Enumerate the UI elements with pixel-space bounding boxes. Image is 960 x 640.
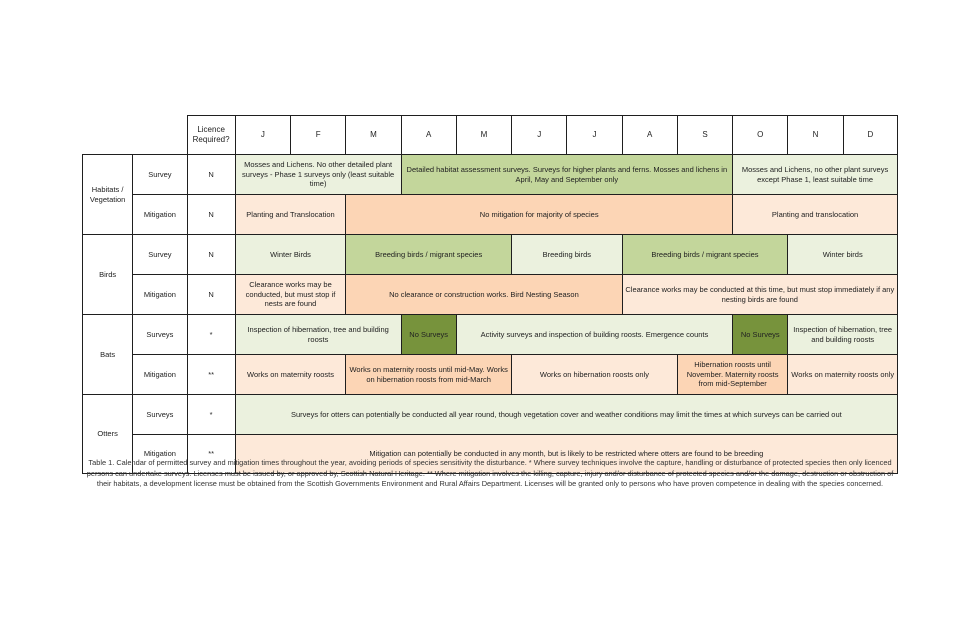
row-type: Mitigation (133, 195, 187, 235)
period-cell: Winter Birds (235, 235, 346, 275)
licence-value: N (187, 155, 235, 195)
header-row (83, 116, 898, 155)
period-cell: Breeding birds (512, 235, 623, 275)
calendar-table (82, 115, 898, 474)
month-header-oct: O (733, 116, 788, 155)
bats-mitigation-row (83, 355, 898, 395)
period-cell: Works on maternity roosts until mid-May. Works on hibernation roosts from mid-March (346, 355, 512, 395)
period-cell: No Surveys (733, 315, 788, 355)
licence-value: N (187, 195, 235, 235)
period-cell: No mitigation for majority of species (346, 195, 733, 235)
month-header-apr: A (401, 116, 456, 155)
period-cell: Breeding birds / migrant species (346, 235, 512, 275)
period-cell: Works on maternity roosts only (788, 355, 898, 395)
period-cell: Works on maternity roosts (235, 355, 346, 395)
period-cell: Planting and translocation (733, 195, 898, 235)
group-label-bats: Bats (83, 315, 133, 395)
period-cell: Inspection of hibernation, tree and building roosts (235, 315, 401, 355)
habitats-survey-row (83, 155, 898, 195)
month-header-feb: F (291, 116, 346, 155)
row-type: Surveys (133, 315, 187, 355)
group-label-habitats: Habitats / Vegetation (83, 155, 133, 235)
header-blank (83, 116, 133, 155)
month-header-jul: J (567, 116, 622, 155)
period-cell: Clearance works may be conducted at this time, but must stop immediately if any nesting birds are found (622, 275, 897, 315)
birds-mitigation-row (83, 275, 898, 315)
row-type: Mitigation (133, 275, 187, 315)
row-type: Survey (133, 235, 187, 275)
month-header-nov: N (788, 116, 843, 155)
licence-value: N (187, 275, 235, 315)
licence-value: ** (187, 435, 235, 474)
month-header-jun: J (512, 116, 567, 155)
month-header-aug: A (622, 116, 677, 155)
bats-surveys-row (83, 315, 898, 355)
birds-survey-row (83, 235, 898, 275)
period-cell: Mitigation can potentially be conducted in any month, but is likely to be restricted where otters are found to be breeding (235, 435, 897, 474)
period-cell: Mosses and Lichens, no other plant surveys except Phase 1, least suitable time (733, 155, 898, 195)
period-cell: Breeding birds / migrant species (622, 235, 788, 275)
row-type: Survey (133, 155, 187, 195)
group-label-birds: Birds (83, 235, 133, 315)
month-header-may: M (456, 116, 511, 155)
header-blank (133, 116, 187, 155)
month-header-jan: J (235, 116, 290, 155)
habitats-mitigation-row (83, 195, 898, 235)
period-cell: Works on hibernation roosts only (512, 355, 678, 395)
period-cell: Inspection of hibernation, tree and building roosts (788, 315, 898, 355)
row-type: Mitigation (133, 355, 187, 395)
licence-value: ** (187, 355, 235, 395)
licence-value: * (187, 315, 235, 355)
table-caption: Table 1. Calendar of permitted survey and mitigation times throughout the year, avoiding periods of species sensitivity the disturbance. * Where survey techniques involve the capture, handling or disturbance of protected species then only licenced persons can undertake surveys. Licenses must be issued by, or approved by, Scottish Natural Heritage. ** Where mitigation involves the killing, capture, injury and/or disturbance of protected species and/or the damage, destruction or obstruction of their habitats, a development license must be obtained from the Scottish Governments Environment and Rural Affairs Department. Licenses will be granted only to persons who have proven competence in dealing with the species concerned. (86, 458, 894, 489)
month-header-dec: D (843, 116, 897, 155)
month-header-sep: S (677, 116, 732, 155)
period-cell: No clearance or construction works. Bird Nesting Season (346, 275, 622, 315)
period-cell: Activity surveys and inspection of building roosts. Emergence counts (456, 315, 732, 355)
licence-value: N (187, 235, 235, 275)
period-cell: Winter birds (788, 235, 898, 275)
month-header-mar: M (346, 116, 401, 155)
licence-header: Licence Required? (187, 116, 235, 155)
period-cell: Planting and Translocation (235, 195, 346, 235)
period-cell: Clearance works may be conducted, but must stop if nests are found (235, 275, 346, 315)
row-type: Surveys (133, 395, 187, 435)
otters-surveys-row (83, 395, 898, 435)
period-cell: Hibernation roosts until November. Maternity roosts from mid-September (677, 355, 788, 395)
period-cell: Detailed habitat assessment surveys. Surveys for higher plants and ferns. Mosses and lichens in April, May and September only (401, 155, 733, 195)
licence-value: * (187, 395, 235, 435)
period-cell: Surveys for otters can potentially be conducted all year round, though vegetation cover and weather conditions may limit the times at which surveys can be carried out (235, 395, 897, 435)
group-label-otters: Otters (83, 395, 133, 474)
period-cell: Mosses and Lichens. No other detailed plant surveys - Phase 1 surveys only (least suitable time) (235, 155, 401, 195)
period-cell: No Surveys (401, 315, 456, 355)
row-type: Mitigation (133, 435, 187, 474)
